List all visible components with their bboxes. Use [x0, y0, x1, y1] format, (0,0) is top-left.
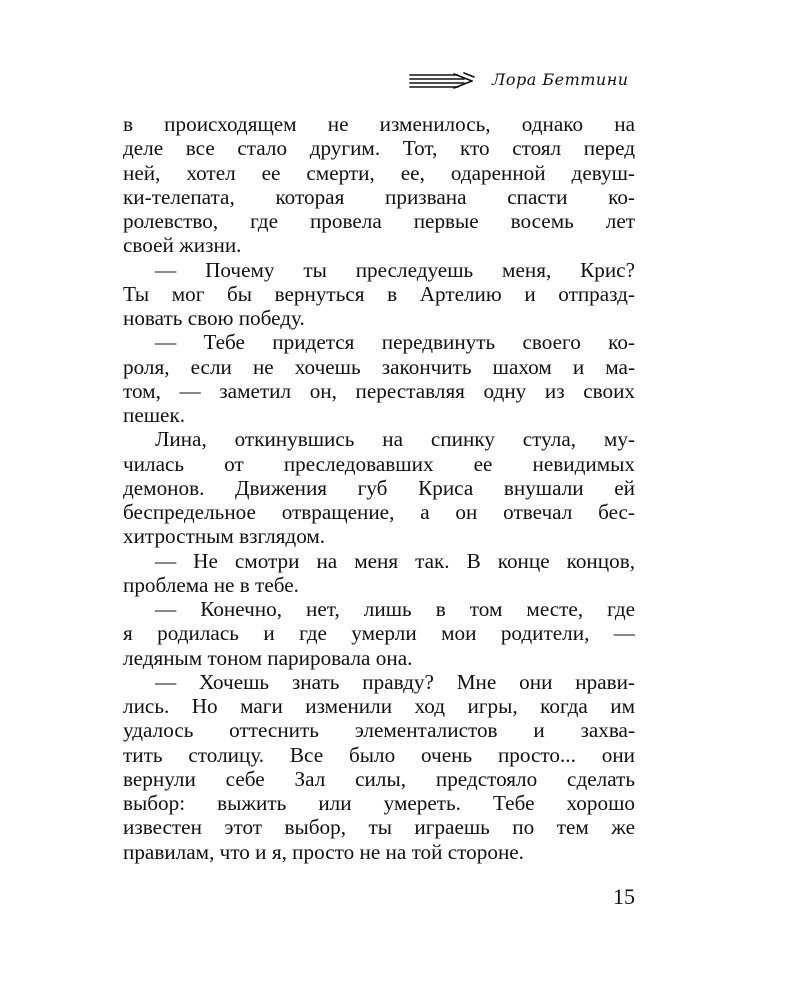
running-header — [408, 66, 636, 96]
text-line: новать свою победу. — [123, 306, 305, 330]
page-number: 15 — [613, 884, 635, 909]
text-line: — Почему ты преследуешь меня, Крис? — [155, 257, 635, 282]
text-line: лись. Но маги изменили ход игры, когда им — [123, 694, 635, 718]
text-line: чилась от преследовавших ее невидимых — [123, 451, 635, 476]
text-line: ролевство, где провела первые восемь лет — [123, 209, 635, 233]
text-line: — Тебе придется передвинуть своего ко- — [155, 330, 635, 355]
text-line: — Конечно, нет, лишь в том месте, где — [155, 597, 635, 621]
text-line: проблема не в тебе. — [123, 572, 299, 597]
text-line: беспредельное отвращение, а он отвечал бес- — [123, 500, 635, 524]
text-line: демонов. Движения губ Криса внушали ей — [123, 475, 635, 500]
text-line: том, — заметил он, переставляя одну из своих — [123, 378, 635, 403]
text-line: ледяным тоном парировала она. — [123, 645, 413, 670]
text-line: Ты мог бы вернуться в Артелию и отпразд- — [123, 281, 635, 306]
text-line: выбор: выжить или умереть. Тебе хорошо — [123, 791, 635, 815]
text-line: ки-телепата, которая призвана спасти ко- — [123, 184, 635, 209]
text-line: вернули себе Зал силы, предстояло сделать — [123, 766, 635, 791]
text-line: Лина, откинувшись на спинку стула, му- — [155, 427, 635, 452]
text-line: своей жизни. — [123, 233, 242, 258]
text-line: тить столицу. Все было очень просто... они — [123, 742, 635, 767]
text-line: правилам, что и я, просто не на той стороне. — [123, 839, 524, 864]
text-line: хитростным взглядом. — [123, 524, 326, 549]
text-line: роля, если не хочешь закончить шахом и ма- — [123, 354, 635, 379]
arrow-fletching-icon — [408, 72, 476, 90]
book-page-text — [123, 112, 635, 864]
text-line: — Не смотри на меня так. В конце концов, — [155, 548, 635, 573]
text-line: я родилась и где умерли мои родители, — — [123, 621, 635, 646]
text-line: пешек. — [123, 403, 186, 427]
text-line: удалось оттеснить элементалистов и захва- — [123, 718, 635, 743]
author-name: Лора Беттини — [492, 70, 629, 89]
text-line: ней, хотел ее смерти, ее, одаренной девуш- — [123, 160, 635, 185]
text-line: — Хочешь знать правду? Мне они нрави- — [155, 669, 635, 694]
text-line: в происходящем не изменилось, однако на — [123, 112, 635, 136]
text-line: деле все стало другим. Тот, кто стоял перед — [123, 136, 635, 161]
text-line: известен этот выбор, ты играешь по тем же — [123, 815, 635, 840]
